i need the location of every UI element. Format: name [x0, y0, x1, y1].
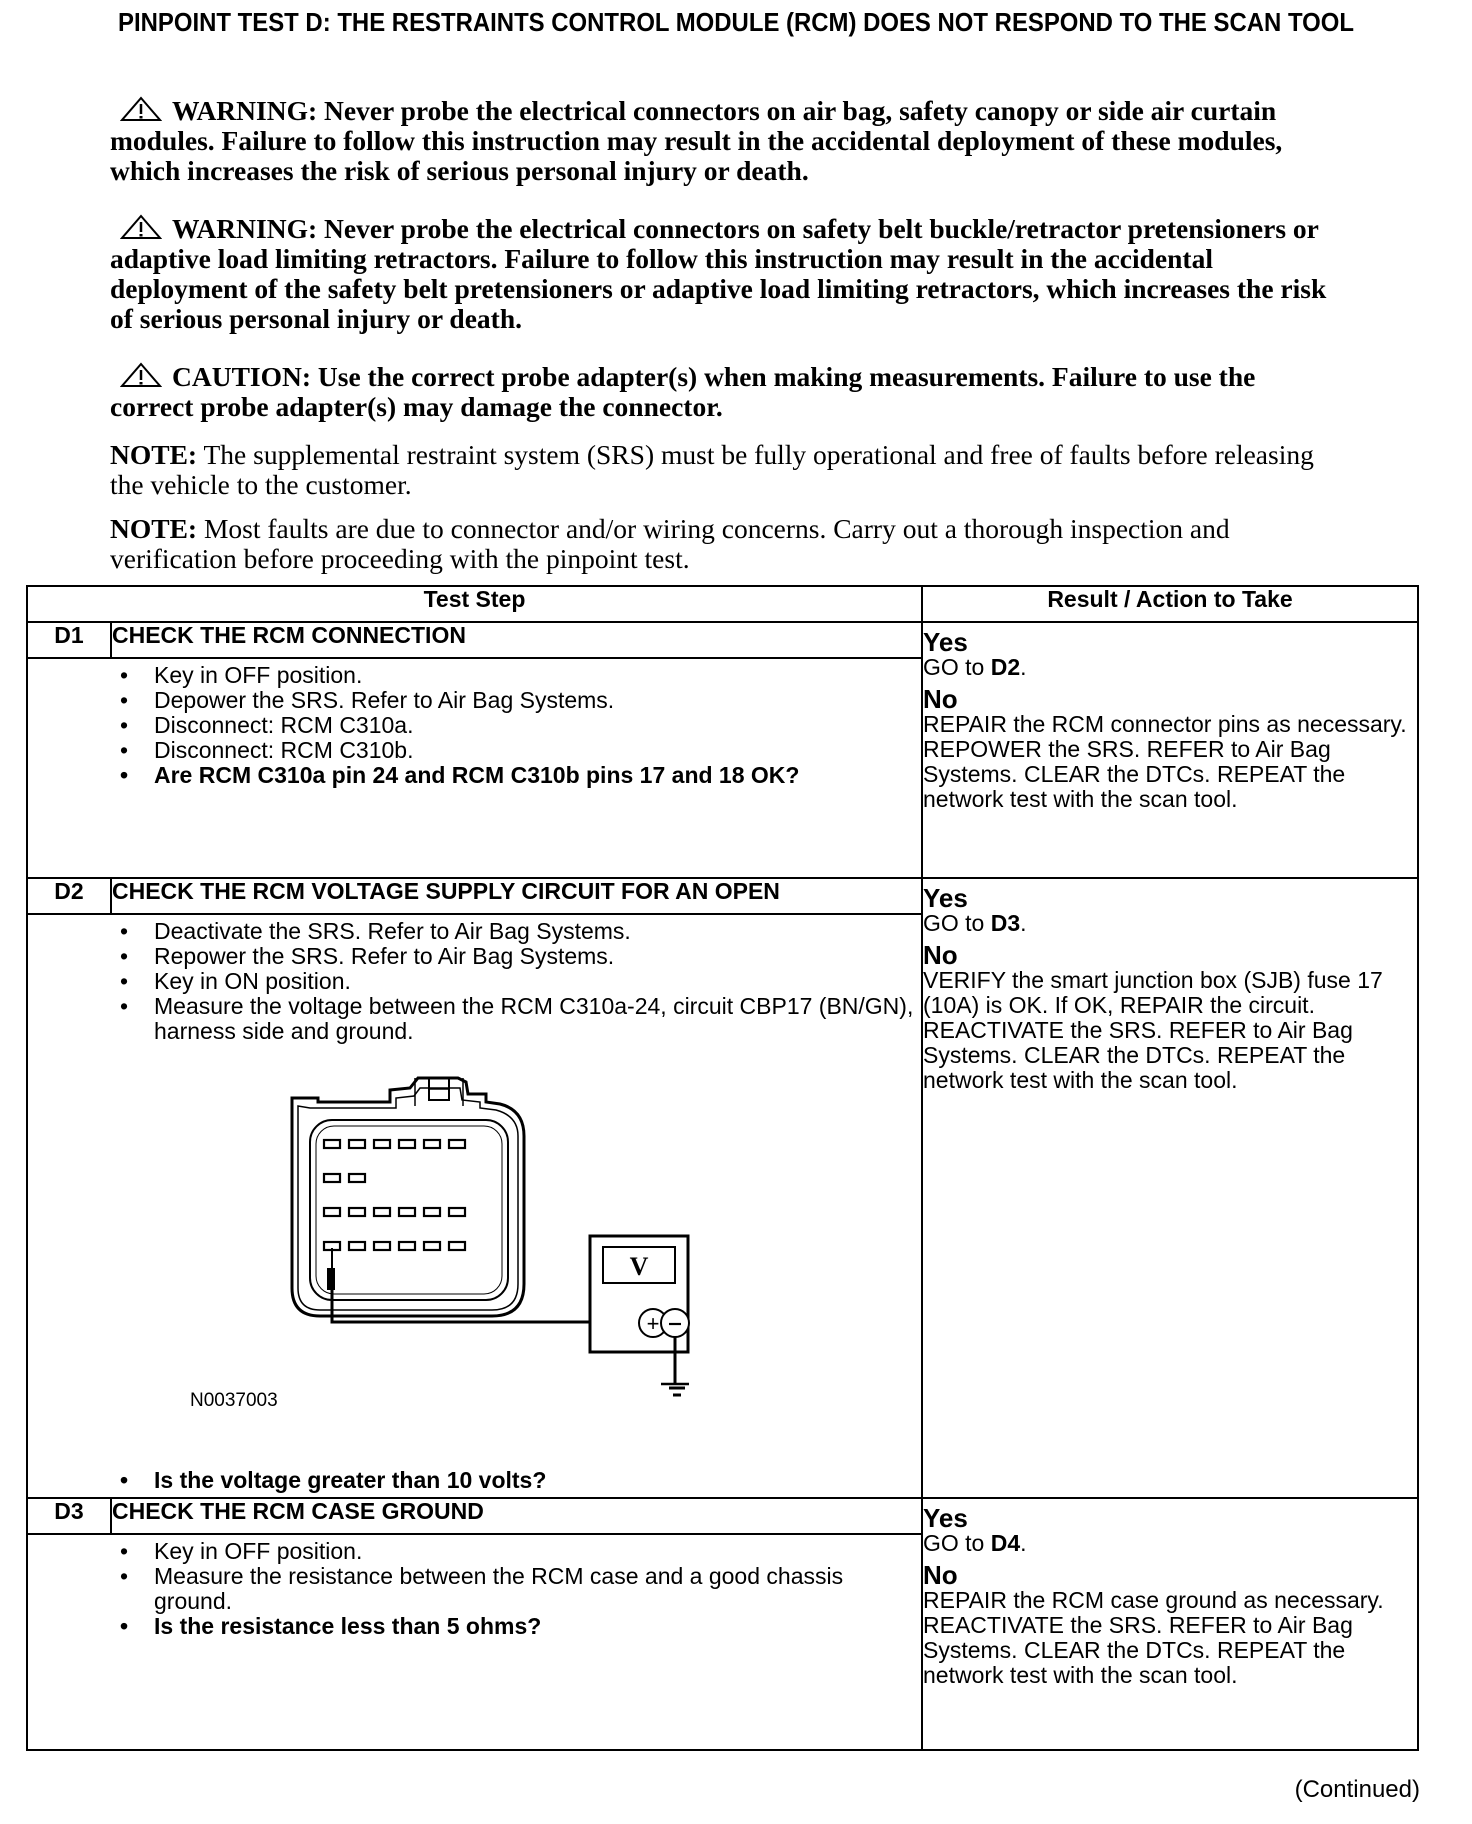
step-row-d2 [27, 878, 1418, 914]
step-result [922, 622, 1418, 878]
goto-step-link: D3 [990, 910, 1021, 936]
step-action-list [28, 919, 921, 1044]
step-title: CHECK THE RCM CASE GROUND [111, 1498, 922, 1534]
meter-plus-terminal: + [646, 1311, 660, 1336]
connector-c310a-icon [292, 1078, 524, 1316]
step-question: • Is the voltage greater than 10 volts? [120, 1468, 921, 1493]
result-no-label: No [923, 684, 958, 714]
header-result-action: Result / Action to Take [922, 586, 1418, 622]
step-row-d3 [27, 1498, 1418, 1534]
result-yes-label: Yes [923, 883, 968, 913]
result-no-text: REPAIR the RCM case ground as necessary. REACTIVATE the SRS. REFER to Air Bag Systems. CLEAR the DTCs. REPEAT the network test with the scan tool. [923, 1587, 1384, 1688]
result-no-text: REPAIR the RCM connector pins as necessary. REPOWER the SRS. REFER to Air Bag Systems. CLEAR the DTCs. REPEAT the network test with the scan tool. [923, 711, 1407, 812]
list-item: • Disconnect: RCM C310a. [120, 713, 921, 738]
caution-probe-adapters [110, 362, 1330, 422]
step-question: • Is the resistance less than 5 ohms? [120, 1614, 921, 1639]
list-item: • Repower the SRS. Refer to Air Bag Systems. [120, 944, 921, 969]
step-question: • Are RCM C310a pin 24 and RCM C310b pins 17 and 18 OK? [120, 763, 921, 788]
step-row-d1 [27, 622, 1418, 658]
note-label: NOTE: [110, 513, 198, 544]
figure-id: N0037003 [190, 1390, 278, 1411]
goto-prefix: GO to [923, 910, 991, 936]
goto-step-link: D2 [990, 654, 1021, 680]
pinpoint-test-table [26, 585, 1419, 1751]
connector-voltage-diagram [120, 1048, 921, 1468]
list-item: • Measure the resistance between the RCM case and a good chassis ground. [120, 1564, 921, 1614]
list-item: • Key in ON position. [120, 969, 921, 994]
warning-text: Never probe the electrical connectors on safety belt buckle/retractor pretensioners or adaptive load limiting retractors. Failure to follow this instruction may result in the accidental deployment of the safety belt pretensioners or adaptive load limiting retractors, which increases the risk of serious personal injury or death. [110, 213, 1327, 334]
warning-triangle-icon [120, 214, 162, 240]
step-question-list [28, 1468, 921, 1493]
warning-label: WARNING: [172, 95, 318, 126]
step-action-list [28, 1539, 921, 1639]
warning-belt-pretensioners [110, 214, 1330, 334]
caution-label: CAUTION: [172, 361, 312, 392]
header-test-step: Test Step [27, 586, 922, 622]
result-no-label: No [923, 1560, 958, 1590]
goto-prefix: GO to [923, 1530, 991, 1556]
ground-symbol-lower-icon [662, 1386, 692, 1400]
note-label: NOTE: [110, 439, 198, 470]
result-yes-label: Yes [923, 627, 968, 657]
result-no-label: No [923, 940, 958, 970]
warning-airbag-modules [110, 96, 1330, 186]
step-action-list [28, 663, 921, 788]
list-item: • Depower the SRS. Refer to Air Bag Systems. [120, 688, 921, 713]
step-actions-cell [27, 658, 922, 878]
note-srs-operational [110, 440, 1330, 500]
continued-footer: (Continued) [1294, 1776, 1420, 1803]
step-title: CHECK THE RCM CONNECTION [111, 622, 922, 658]
result-no-text: VERIFY the smart junction box (SJB) fuse 17 (10A) is OK. If OK, REPAIR the circuit. REACTIVATE the SRS. REFER to Air Bag Systems. CLEAR the DTCs. REPEAT the network test with the scan tool. [923, 967, 1383, 1093]
step-id: D2 [27, 878, 111, 914]
step-result [922, 1498, 1418, 1750]
meter-unit-label: V [629, 1252, 649, 1281]
step-actions-cell [27, 914, 922, 1498]
step-id: D1 [27, 622, 111, 658]
goto-prefix: GO to [923, 654, 991, 680]
voltmeter-icon [590, 1236, 689, 1352]
note-text: Most faults are due to connector and/or wiring concerns. Carry out a thorough inspection and verification before proceeding with the pinpoint test. [110, 513, 1230, 574]
note-connector-wiring [110, 514, 1330, 574]
connector-pins [324, 1140, 465, 1250]
goto-step-link: D4 [990, 1530, 1021, 1556]
result-yes-label: Yes [923, 1503, 968, 1533]
step-title: CHECK THE RCM VOLTAGE SUPPLY CIRCUIT FOR AN OPEN [111, 878, 922, 914]
result-yes-text: GO to D3. [923, 910, 1027, 936]
table-header-row [27, 586, 1418, 622]
warning-triangle-icon [120, 96, 162, 122]
list-item: • Deactivate the SRS. Refer to Air Bag Systems. [120, 919, 921, 944]
page-title: PINPOINT TEST D: THE RESTRAINTS CONTROL MODULE (RCM) DOES NOT RESPOND TO THE SCAN TOOL [118, 7, 1354, 37]
list-item: • Key in OFF position. [120, 663, 921, 688]
list-item: • Measure the voltage between the RCM C310a-24, circuit CBP17 (BN/GN), harness side and ground. [120, 994, 921, 1044]
warning-label: WARNING: [172, 213, 318, 244]
step-actions-cell [27, 1534, 922, 1750]
warning-triangle-icon [120, 362, 162, 388]
result-yes-text: GO to D4. [923, 1530, 1027, 1556]
list-item: • Key in OFF position. [120, 1539, 921, 1564]
note-text: The supplemental restraint system (SRS) must be fully operational and free of faults before releasing the vehicle to the customer. [110, 439, 1314, 500]
result-yes-text: GO to D2. [923, 654, 1027, 680]
warning-text: Never probe the electrical connectors on air bag, safety canopy or side air curtain modules. Failure to follow this instruction may result in the accidental deployment of these modules, which increases the risk of serious personal injury or death. [110, 95, 1283, 186]
rcm-connector-meter-diagram [120, 1048, 880, 1388]
step-result [922, 878, 1418, 1498]
list-item: • Disconnect: RCM C310b. [120, 738, 921, 763]
caution-text: Use the correct probe adapter(s) when making measurements. Failure to use the correct probe adapter(s) may damage the connector. [110, 361, 1256, 422]
step-id: D3 [27, 1498, 111, 1534]
